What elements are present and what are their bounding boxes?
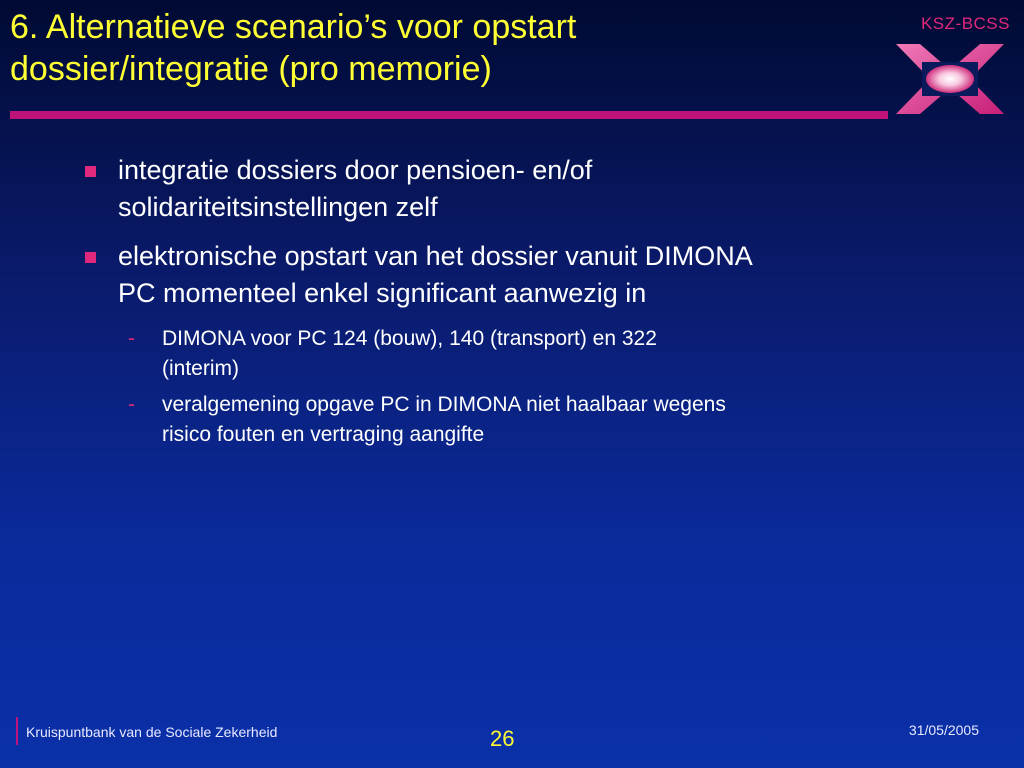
square-bullet-icon xyxy=(85,166,96,177)
bullet-item xyxy=(80,238,960,312)
bullet-item-line: solidariteitsinstellingen zelf xyxy=(118,192,438,222)
footer-date: 31/05/2005 xyxy=(908,722,979,738)
bullet-item-line: integratie dossiers door pensioen- en/of xyxy=(118,155,593,185)
footer-divider xyxy=(16,717,18,745)
slide-title-line-1: 6. Alternatieve scenario’s voor opstart xyxy=(10,8,577,46)
slide-title xyxy=(10,6,870,90)
page-number: 26 xyxy=(490,726,515,751)
bullet-item-line: PC momenteel enkel significant aanwezig in xyxy=(118,278,647,308)
title-underline-rule xyxy=(10,111,888,119)
subbullet-item xyxy=(80,324,960,384)
subbullet-item-line: veralgemening opgave PC in DIMONA niet haalbaar wegens xyxy=(162,393,726,416)
slide-content xyxy=(80,152,960,456)
bullet-item-line: elektronische opstart van het dossier vanuit DIMONA xyxy=(118,241,753,271)
bullet-item xyxy=(80,152,960,226)
square-bullet-icon xyxy=(85,252,96,263)
subbullet-item-line: risico fouten en vertraging aangifte xyxy=(162,423,485,446)
dash-bullet: - xyxy=(128,393,135,416)
brand-label: KSZ-BCSS xyxy=(920,14,1010,33)
subbullet-item-line: DIMONA voor PC 124 (bouw), 140 (transport) en 322 xyxy=(162,327,657,350)
subbullet-item-line: (interim) xyxy=(162,357,239,380)
slide-title-line-2: dossier/integratie (pro memorie) xyxy=(10,50,492,88)
subbullet-item xyxy=(80,390,960,450)
ksz-x-logo-icon xyxy=(892,40,1008,118)
footer-organization: Kruispuntbank van de Sociale Zekerheid xyxy=(26,724,278,740)
dash-bullet: - xyxy=(128,327,135,350)
